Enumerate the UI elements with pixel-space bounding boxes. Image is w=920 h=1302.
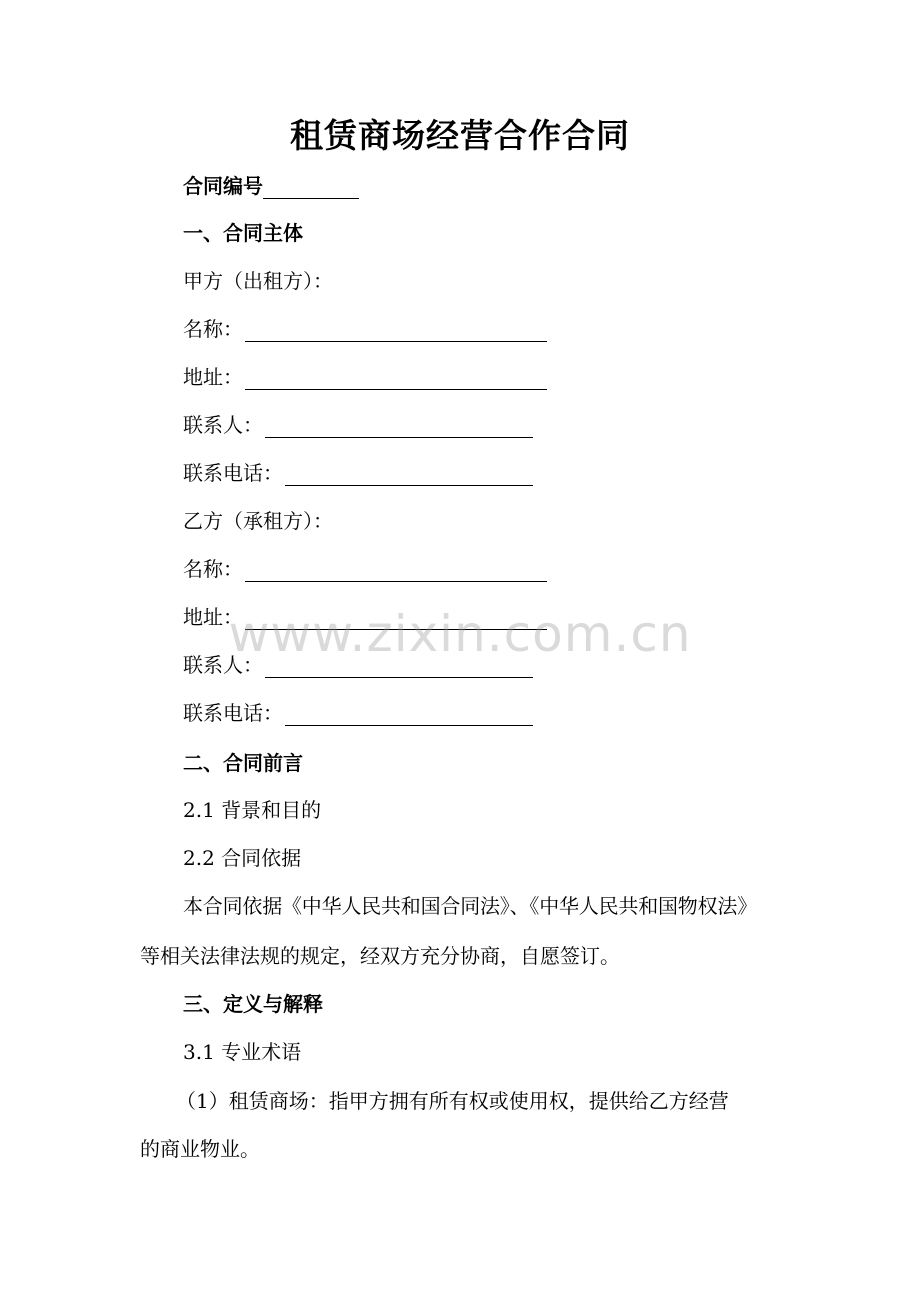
party-b-name-label: 名称：: [183, 557, 243, 581]
party-a-phone-label: 联系电话：: [183, 461, 283, 485]
party-a-name-label: 名称：: [183, 317, 243, 341]
section1-heading: 一、合同主体: [183, 221, 303, 245]
contract-number-label: 合同编号: [183, 174, 263, 198]
section2-item1: 2.1 背景和目的: [183, 798, 322, 822]
section2-item2: 2.2 合同依据: [183, 846, 302, 870]
definition-1-line2: 的商业物业。: [140, 1137, 260, 1161]
party-b-phone-label: 联系电话：: [183, 701, 283, 725]
party-a-address-blank: [245, 369, 547, 390]
party-a-heading: 甲方（出租方）：: [183, 269, 333, 293]
contract-number-blank: [263, 178, 359, 199]
party-a-address-field: [183, 362, 547, 392]
party-a-phone-field: [183, 458, 533, 488]
section2-paragraph-line1: 本合同依据《中华人民共和国合同法》、《中华人民共和国物权法》: [183, 894, 757, 918]
party-b-name-field: [183, 554, 547, 584]
party-b-heading: 乙方（承租方）：: [183, 509, 333, 533]
party-b-name-blank: [245, 561, 547, 582]
section2-heading: 二、合同前言: [183, 751, 303, 775]
watermark-text: www.zixin.com.cn: [228, 605, 692, 663]
party-a-contact-label: 联系人：: [183, 413, 263, 437]
party-a-contact-blank: [265, 417, 533, 438]
party-a-contact-field: [183, 410, 533, 440]
party-b-phone-blank: [285, 705, 533, 726]
party-a-address-label: 地址：: [183, 365, 243, 389]
party-b-contact-label: 联系人：: [183, 653, 263, 677]
party-b-phone-field: [183, 698, 533, 728]
contract-number-field: [183, 171, 359, 201]
party-b-address-label: 地址：: [183, 605, 243, 629]
party-a-name-blank: [245, 321, 547, 342]
definition-1-line1: （1）租赁商场：指甲方拥有所有权或使用权，提供给乙方经营: [176, 1089, 729, 1113]
section3-item1: 3.1 专业术语: [183, 1040, 302, 1064]
party-a-name-field: [183, 314, 547, 344]
party-a-phone-blank: [285, 465, 533, 486]
section3-heading: 三、定义与解释: [183, 992, 323, 1016]
section2-paragraph-line2: 等相关法律法规的规定，经双方充分协商，自愿签订。: [140, 944, 620, 968]
document-title: 租赁商场经营合作合同: [290, 116, 630, 155]
